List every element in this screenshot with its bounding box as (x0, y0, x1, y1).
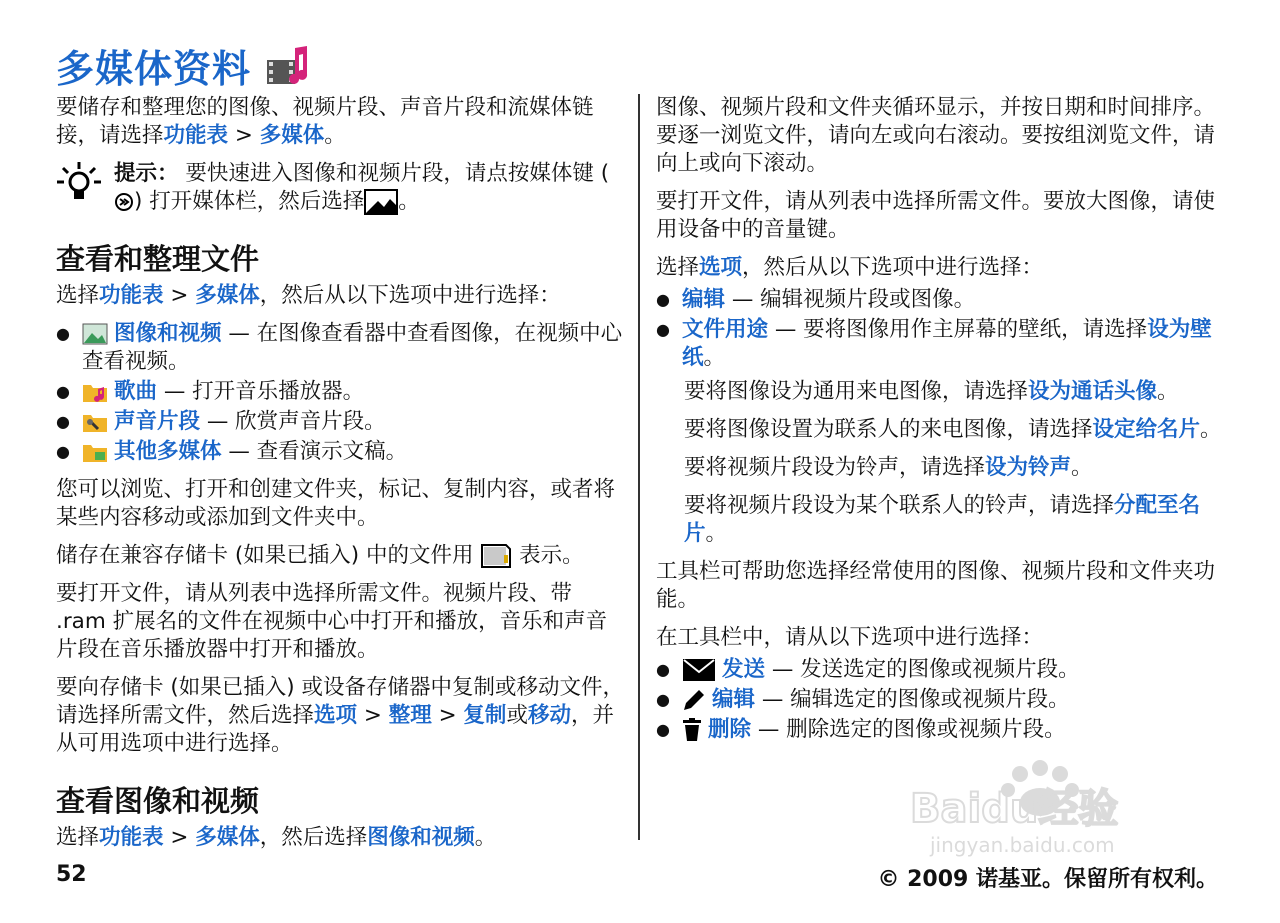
image-video-icon (82, 323, 108, 345)
sound-clips-option[interactable]: 声音片段 (114, 409, 201, 434)
copyright-text: © 2009 诺基亚。保留所有权利。 (877, 867, 1218, 892)
baidu-watermark-logo (900, 760, 1210, 860)
move-link[interactable]: 移动 (527, 703, 571, 728)
para-memory-card: 储存在兼容存储卡 (如果已插入) 中的文件用 表示。 (56, 543, 584, 568)
section-heading-view-files: 查看和整理文件 (56, 242, 260, 276)
para-open-files: 要打开文件，请从列表中选择所需文件。视频片段、带 .ram 扩展名的文件在视频中心中打开和播放，音乐和声音片段在音乐播放器中打开和播放。 (56, 581, 608, 662)
copy-link[interactable]: 复制 (463, 703, 507, 728)
list-item: ● 图像和视频 — 在图像查看器中查看图像，在视频中心查看视频。 (56, 320, 624, 376)
image-video-option[interactable]: 图像和视频 (114, 321, 222, 346)
music-folder-icon (82, 381, 108, 403)
multimedia-link[interactable]: 多媒体 (259, 123, 325, 148)
list-item: ● 声音片段 — 欣赏声音片段。 (56, 408, 624, 436)
assign-contact-ringtone-link[interactable]: 分配至名片 (684, 493, 1201, 546)
para-folders: 您可以浏览、打开和创建文件夹，标记、复制内容，或者将某些内容移动或添加到文件夹中。 (56, 477, 616, 530)
pencil-icon (682, 688, 706, 712)
tip-box (56, 160, 624, 216)
organize-link[interactable]: 整理 (388, 703, 432, 728)
sub-contact-image: 要将图像设置为联系人的来电图像，请选择设定给名片。 (684, 417, 1222, 442)
para-toolbar: 工具栏可帮助您选择经常使用的图像、视频片段和文件夹功能。 (656, 559, 1216, 612)
para-browse: 图像、视频片段和文件夹循环显示，并按日期和时间排序。要逐一浏览文件，请向左或向右滚动。要按组浏览文件，请向上或向下滚动。 (656, 95, 1216, 176)
para-toolbar-select: 在工具栏中，请从以下选项中进行选择： (656, 625, 1044, 650)
list-item: ● 其他多媒体 — 查看演示文稿。 (56, 438, 624, 466)
use-file-option[interactable]: 文件用途 (682, 317, 769, 342)
column-divider (638, 94, 640, 840)
options-link[interactable]: 选项 (314, 703, 358, 728)
media-options-list (56, 320, 624, 466)
set-wallpaper-link[interactable]: 设为壁纸 (682, 317, 1212, 370)
menu-link[interactable]: 功能表 (99, 283, 164, 308)
multimedia-link[interactable]: 多媒体 (195, 825, 260, 850)
list-item: ● 文件用途 — 要将图像用作主屏幕的壁纸，请选择设为壁纸。 (656, 316, 1226, 372)
watermark-brand: Baidu经验 (910, 786, 1119, 832)
send-option[interactable]: 发送 (722, 657, 766, 682)
envelope-icon (682, 658, 716, 682)
delete-option[interactable]: 删除 (708, 717, 752, 742)
sound-clip-icon (82, 411, 108, 433)
list-item: ● 发送 — 发送选定的图像或视频片段。 (656, 656, 1226, 684)
multimedia-link[interactable]: 多媒体 (195, 283, 260, 308)
set-call-image-link[interactable]: 设为通话头像 (1028, 379, 1158, 404)
songs-option[interactable]: 歌曲 (114, 379, 158, 404)
edit-toolbar-option[interactable]: 编辑 (712, 687, 756, 712)
intro-paragraph: 要储存和整理您的图像、视频片段、声音片段和流媒体链接，请选择功能表 > 多媒体。 (56, 95, 594, 148)
right-column (656, 94, 1226, 754)
other-media-icon (82, 441, 108, 463)
edit-options-list (656, 286, 1226, 372)
sub-call-image: 要将图像设为通用来电图像，请选择设为通话头像。 (684, 379, 1179, 404)
menu-link[interactable]: 功能表 (99, 825, 164, 850)
lightbulb-icon (56, 160, 102, 206)
options-link[interactable]: 选项 (699, 255, 743, 280)
edit-option[interactable]: 编辑 (682, 287, 726, 312)
set-ringtone-link[interactable]: 设为铃声 (985, 455, 1072, 480)
para-options: 选择选项，然后从以下选项中进行选择： (656, 255, 1044, 280)
tip-text: 提示： 要快速进入图像和视频片段，请点按媒体键 () 打开媒体栏，然后选择 。 (114, 161, 610, 214)
assign-to-contact-link[interactable]: 设定给名片 (1092, 417, 1201, 442)
menu-link[interactable]: 功能表 (163, 123, 229, 148)
list-item: ● 编辑 — 编辑视频片段或图像。 (656, 286, 1226, 314)
sub-contact-ringtone: 要将视频片段设为某个联系人的铃声，请选择分配至名片。 (684, 493, 1201, 546)
list-item: ● 编辑 — 编辑选定的图像或视频片段。 (656, 686, 1226, 714)
toolbar-options-list (656, 656, 1226, 744)
multimedia-icon (265, 44, 311, 88)
section2-select: 选择功能表 > 多媒体，然后选择图像和视频。 (56, 825, 497, 850)
page-number: 52 (56, 862, 87, 887)
list-item: ● 歌曲 — 打开音乐播放器。 (56, 378, 624, 406)
trash-icon (682, 718, 702, 742)
media-key-icon (114, 192, 134, 212)
para-zoom: 要打开文件，请从列表中选择所需文件。要放大图像，请使用设备中的音量键。 (656, 189, 1216, 242)
left-column (56, 94, 624, 862)
section-heading-view-images: 查看图像和视频 (56, 784, 260, 818)
gallery-image-icon (364, 189, 398, 215)
other-media-option[interactable]: 其他多媒体 (114, 439, 222, 464)
memory-card-icon (480, 543, 512, 569)
page-title-text: 多媒体资料 (56, 47, 252, 91)
list-item: ● 删除 — 删除选定的图像或视频片段。 (656, 716, 1226, 744)
watermark-url: jingyan.baidu.com (930, 833, 1115, 857)
sub-ringtone: 要将视频片段设为铃声，请选择设为铃声。 (684, 455, 1093, 480)
page-title (56, 38, 311, 93)
section1-select: 选择功能表 > 多媒体，然后从以下选项中进行选择： (56, 283, 561, 308)
para-copy-move: 要向存储卡 (如果已插入) 或设备存储器中复制或移动文件，请选择所需文件，然后选择选项 > 整理 > 复制或移动，并从可用选项中进行选择。 (56, 675, 624, 756)
image-video-link[interactable]: 图像和视频 (367, 825, 475, 850)
